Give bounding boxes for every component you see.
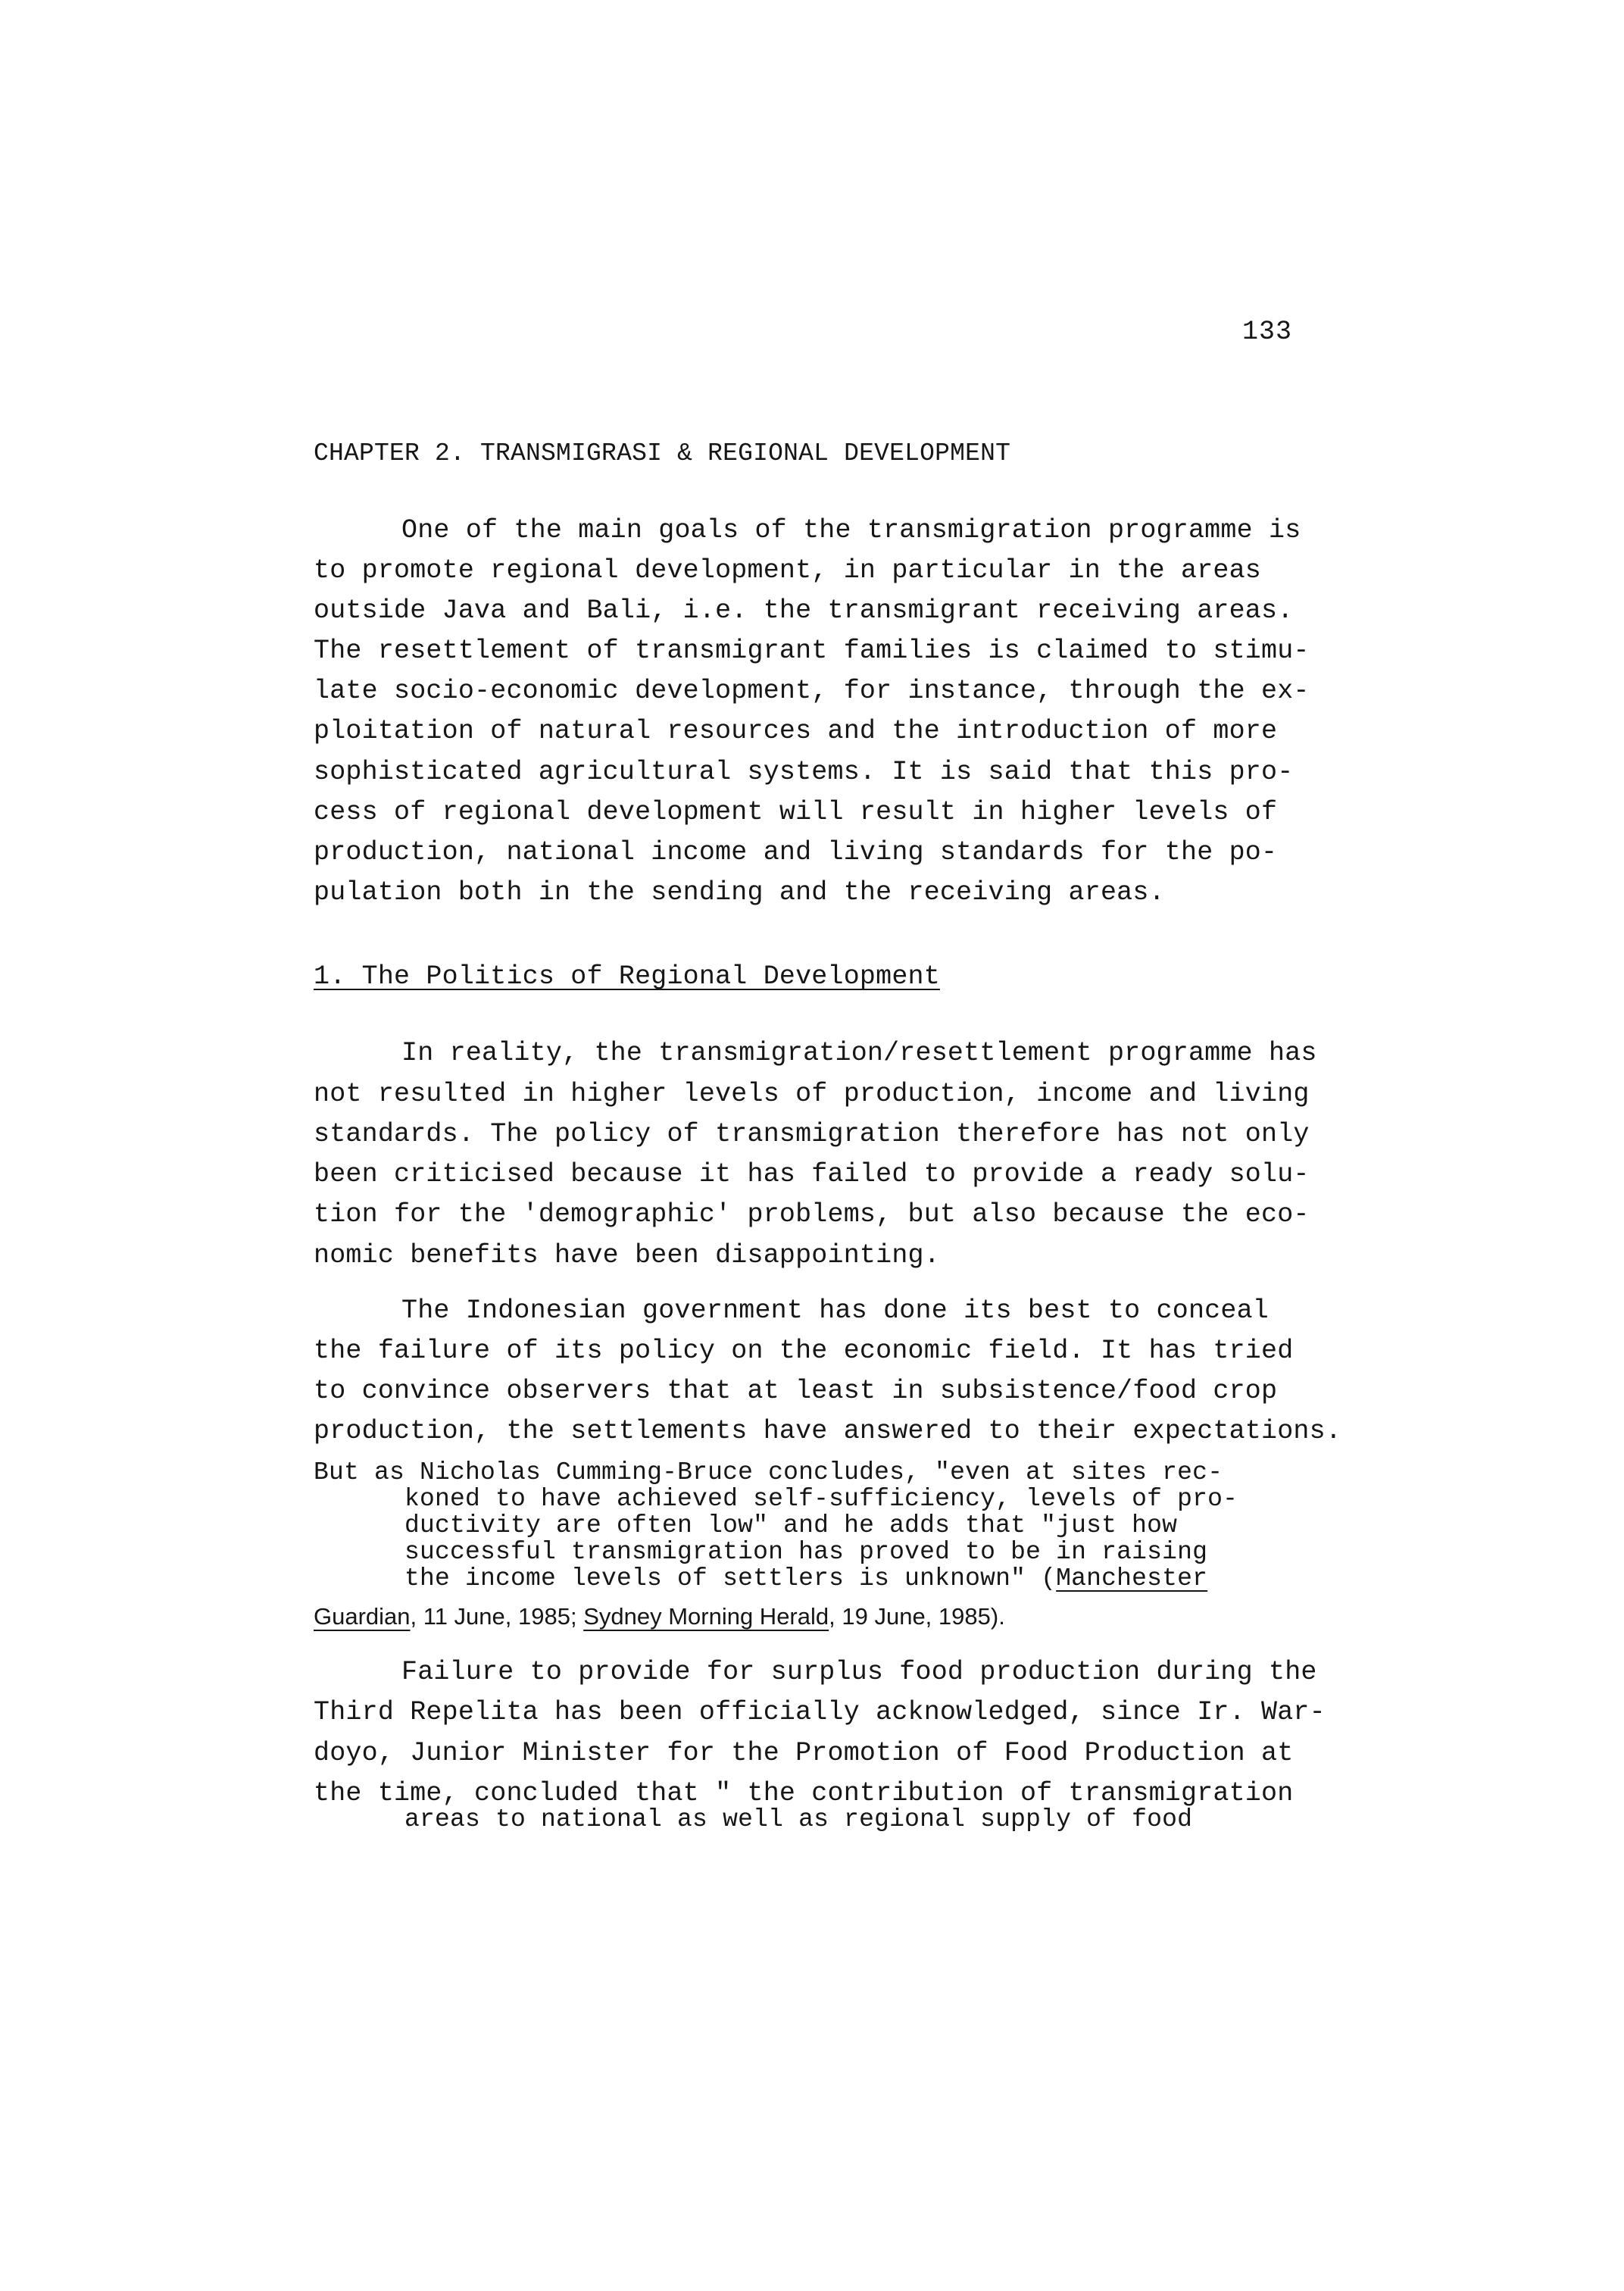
text-line: the time, concluded that " the contribution of transmigration — [314, 1778, 1294, 1808]
text-line: doyo, Junior Minister for the Promotion of Food Production at — [314, 1738, 1294, 1768]
chapter-title: CHAPTER 2. TRANSMIGRASI & REGIONAL DEVELOPMENT — [314, 439, 1011, 467]
quote-line: areas to national as well as regional supply of food — [404, 1805, 1193, 1833]
text-line: not resulted in higher levels of production, income and living — [314, 1079, 1310, 1109]
citation-source: Sydney Morning Herald — [583, 1603, 829, 1630]
text-line: nomic benefits have been disappointing. — [314, 1240, 940, 1271]
page-number: 133 — [1242, 317, 1293, 347]
text-line: standards. The policy of transmigration therefore has not only — [314, 1119, 1310, 1149]
text-line: pulation both in the sending and the receiving areas. — [314, 877, 1165, 908]
text-line: ploitation of natural resources and the introduction of more — [314, 716, 1278, 746]
text-line: production, the settlements have answered to their expectations. — [314, 1416, 1342, 1446]
text-line: Third Repelita has been officially acknowledged, since Ir. War- — [314, 1697, 1326, 1727]
text-line: sophisticated agricultural systems. It is said that this pro- — [314, 757, 1294, 787]
text-line: Failure to provide for surplus food production during the — [401, 1657, 1317, 1687]
text-line: The Indonesian government has done its best to conceal — [401, 1296, 1269, 1326]
text-line: The resettlement of transmigrant families is claimed to stimu- — [314, 636, 1310, 666]
text-line: been criticised because it has failed to provide a ready solu- — [314, 1159, 1310, 1189]
text-line: outside Java and Bali, i.e. the transmigrant receiving areas. — [314, 595, 1294, 626]
text-line: One of the main goals of the transmigration programme is — [401, 515, 1301, 545]
text-line: cess of regional development will result in higher levels of — [314, 797, 1278, 827]
text-line: In reality, the transmigration/resettlement programme has — [401, 1038, 1317, 1068]
text-line: to convince observers that at least in subsistence/food crop — [314, 1376, 1278, 1406]
citation-source: Guardian — [314, 1603, 411, 1630]
text-line: to promote regional development, in particular in the areas — [314, 555, 1262, 586]
citation-source: Manchester — [1056, 1564, 1208, 1592]
quote-line: ductivity are often low" and he adds that "just how — [404, 1511, 1178, 1539]
text-line: production, national income and living standards for the po- — [314, 837, 1278, 867]
text-line: the failure of its policy on the economic field. It has tried — [314, 1336, 1294, 1366]
quote-line: successful transmigration has proved to be in raising — [404, 1538, 1208, 1566]
citation-date: , 19 June, 1985). — [829, 1603, 1005, 1630]
quote-text: the income levels of settlers is unknown" ( — [404, 1564, 1057, 1592]
text-line: tion for the 'demographic' problems, but also because the eco- — [314, 1199, 1310, 1230]
section-heading: 1. The Politics of Regional Development — [314, 961, 940, 992]
quote-line: koned to have achieved self-sufficiency, levels of pro- — [404, 1485, 1238, 1513]
text-line: late socio-economic development, for instance, through the ex- — [314, 676, 1310, 706]
text-line: But as Nicholas Cumming-Bruce concludes, "even at sites rec- — [314, 1458, 1223, 1486]
citation-line — [314, 1605, 1005, 1628]
quote-line — [404, 1566, 1207, 1591]
citation-date: , 11 June, 1985; — [410, 1603, 584, 1630]
